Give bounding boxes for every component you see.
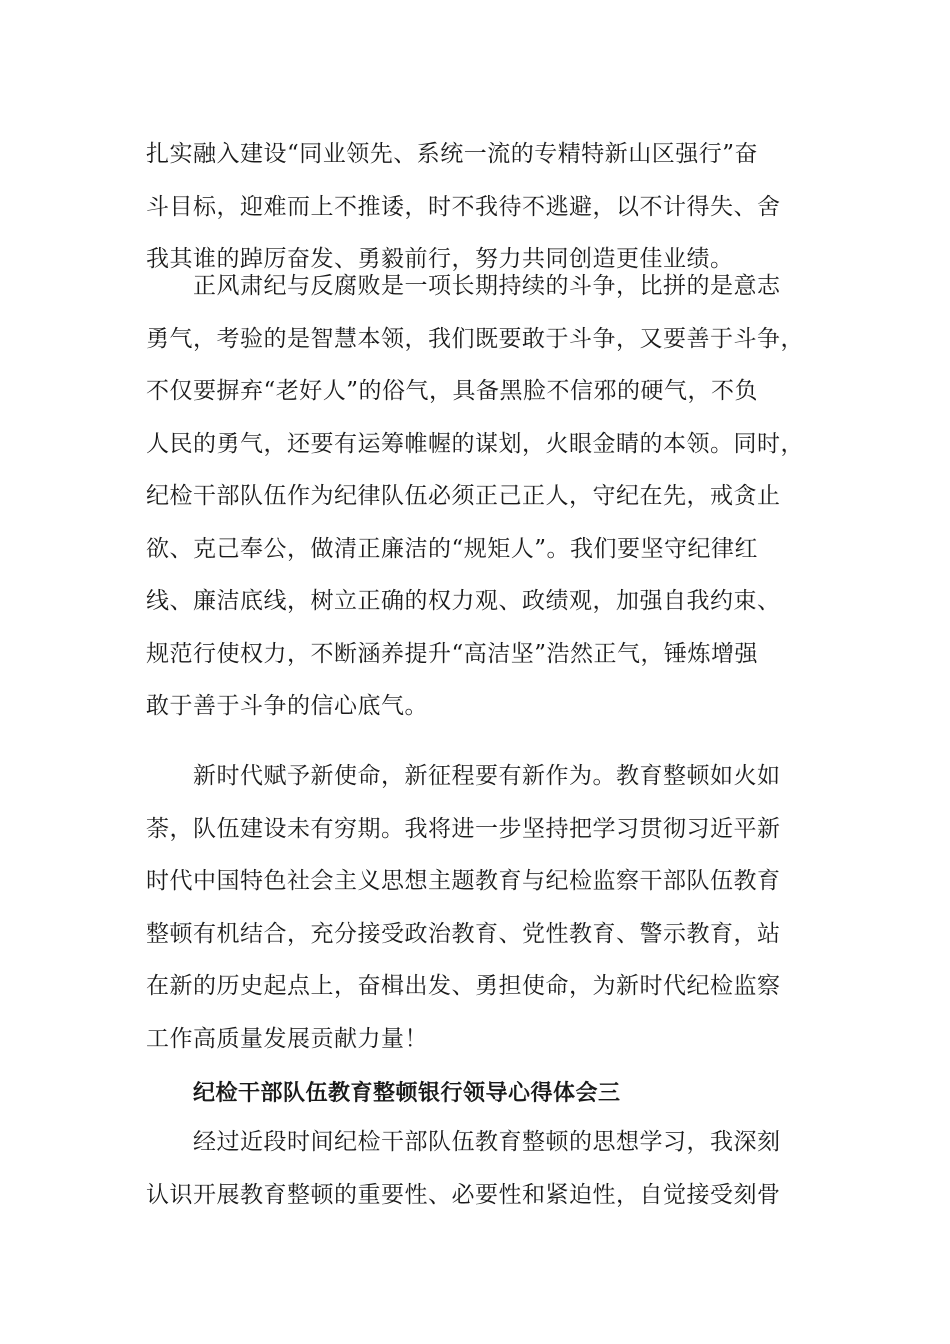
text-line: 欲、克己奉公，做清正廉洁的“规矩人”。我们要坚守纪律红 bbox=[146, 535, 759, 562]
text-line: 斗目标，迎难而上不推诿，时不我待不逃避，以不计得失、舍 bbox=[146, 193, 781, 220]
text-line: 荼，队伍建设未有穷期。我将进一步坚持把学习贯彻习近平新 bbox=[146, 815, 781, 842]
paragraph-4 bbox=[146, 1116, 806, 1221]
text-line: 认识开展教育整顿的重要性、必要性和紧迫性，自觉接受刻骨 bbox=[146, 1181, 781, 1208]
text-line: 勇气，考验的是智慧本领，我们既要敢于斗争，又要善于斗争， bbox=[146, 325, 804, 352]
text-line: 扎实融入建设“同业领先、系统一流的专精特新山区强行”奋 bbox=[146, 141, 759, 167]
text-line: 在新的历史起点上，奋楫出发、勇担使命，为新时代纪检监察 bbox=[146, 973, 781, 999]
text-line: 工作高质量发展贡献力量！ bbox=[146, 1025, 428, 1052]
text-line: 新时代赋予新使命，新征程要有新作为。教育整顿如火如 bbox=[146, 763, 781, 789]
text-line: 我其谁的踔厉奋发、勇毅前行，努力共同创造更佳业绩。 bbox=[146, 246, 734, 272]
section-heading: 纪检干部队伍教育整顿银行领导心得体会三 bbox=[193, 1081, 621, 1106]
text-line: 线、廉洁底线，树立正确的权力观、政绩观，加强自我约束、 bbox=[146, 588, 781, 614]
text-line: 敢于善于斗争的信心底气。 bbox=[146, 693, 428, 719]
text-line: 不仅要摒弃“老好人”的俗气，具备黑脸不信邪的硬气，不负 bbox=[146, 378, 759, 404]
paragraph-3 bbox=[146, 750, 806, 1065]
text-line: 人民的勇气，还要有运筹帷幄的谋划，火眼金睛的本领。同时， bbox=[146, 430, 804, 457]
text-line: 时代中国特色社会主义思想主题教育与纪检监察干部队伍教育 bbox=[146, 868, 781, 894]
paragraph-2 bbox=[146, 260, 806, 733]
text-line: 正风肃纪与反腐败是一项长期持续的斗争，比拼的是意志 bbox=[146, 273, 781, 299]
text-line: 经过近段时间纪检干部队伍教育整顿的思想学习，我深刻 bbox=[146, 1129, 781, 1155]
text-line: 纪检干部队伍作为纪律队伍必须正己正人，守纪在先，戒贪止 bbox=[146, 483, 781, 509]
text-line: 规范行使权力，不断涵养提升“高洁坚”浩然正气，锤炼增强 bbox=[146, 640, 759, 667]
text-line: 整顿有机结合，充分接受政治教育、党性教育、警示教育，站 bbox=[146, 920, 781, 947]
